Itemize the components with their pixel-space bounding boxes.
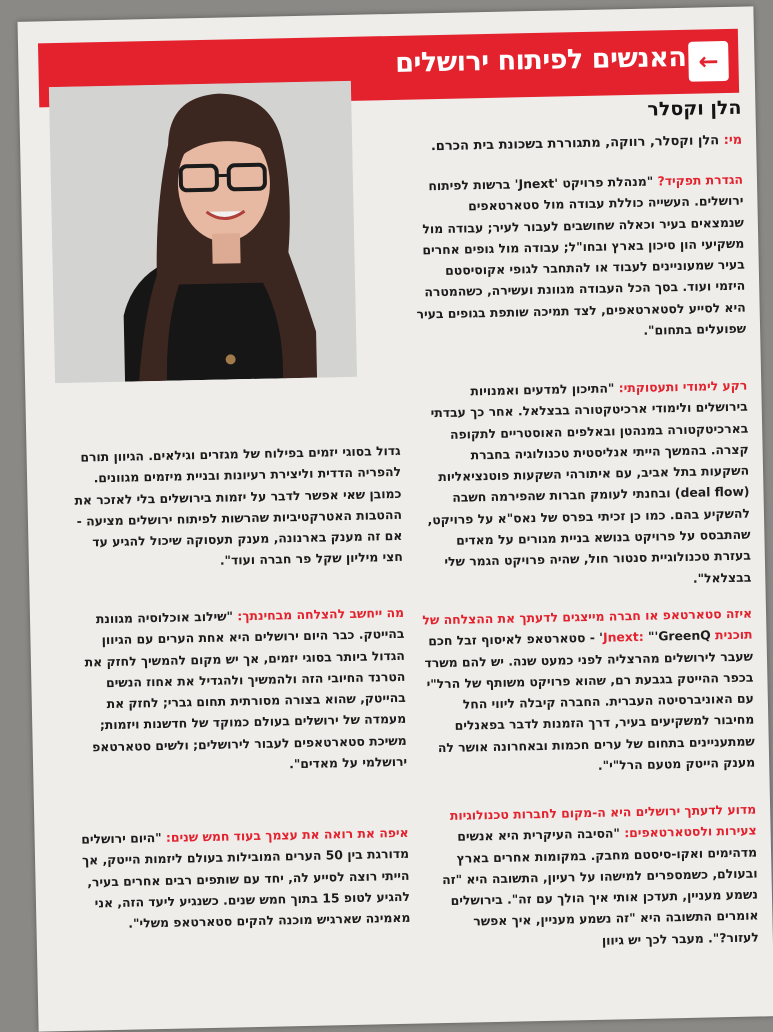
person-name: הלן וקסלר	[647, 97, 741, 121]
answer: "התיכון למדעים ואמנויות בירושלים ולימודי ארכיטקטורה בבצלאל. אחר כך עבדתי בארכיטקטורה במנהטן ובאלפים האוסטריים לתקופה קצרה. בהמשך הייתי אנליסטית טכנולוגיה בחברת השקעות בתל אביב, עם איתורהי השקעות פוטנציאליות (deal flow) ובחנתי לעומק חברות שהפירמה חשבה להשקיע בהם. כמו כן זכיתי בפרס של נאס"א על פרויקט, שהתבסס על פרויקט בנושא בניית מגורים על מאדים בעזרת טכנולוגיית סנטור חול, שהיה פרויקט הגמר שלי בבצלאל".	[427, 380, 751, 585]
magazine-page	[18, 6, 773, 1031]
page-title: האנשים לפיתוח ירושלים	[395, 42, 687, 79]
intro-prefix: מי:	[724, 133, 743, 148]
answer: גדול בסוגי יזמים בפילוח של מגזרים וגילאים. הגיוון תורם להפריה הדדית וליצירת רעיונות ובניית מיזמים מגוונים. כמובן שאי אפשר לדבר על יזמות בירושלים בלי לאזכר את ההטבות האטרקטיביות שהרשות לפיתוח ירושלים מציעה - אם זה מענק בארנונה, מענק תעסוקה שיכול להגיע עד חצי מיליון שקל פר חברה ועוד".	[74, 443, 403, 568]
portrait-photo	[49, 81, 357, 383]
question: רקע לימודי ותעסוקתי:	[619, 378, 748, 396]
arrow-left-icon: ←	[698, 49, 719, 73]
question: איפה את רואה את עצמך בעוד חמש שנים:	[166, 825, 409, 845]
answer: "'GreenQ' - סטארטאפ לאיסוף זבל חכם שעבר לירושלים מהרצליה לפני כמעט שנה. יש להם משרד בכפר ההייטק בגבעת רם, שהוא פרויקט משותף של הרל"י עם האוניברסיטה העברית. החברה קיבלה ליווי החל מחיבור למשקיעים בעיר, דרך הזמנות לדבר בפאנלים שמתעניינים בתחום של ערים חכמות ובאחרונה אושר לה מענק הייטק מטעם הרל"י".	[424, 628, 755, 773]
answer: "שילוב אוכלוסיה מגוונת בהייטק. כבר היום ירושלים היא אחת הערים עם הגיוון הגדול ביותר בסוגי יזמים, אך יש מקום להמשיך לחזק את הטרנד החיובי הזה ולהמשיך ולהגדיל את אחוז הנשים בהייטק, שהוא בצורה מסורתית תחום גברי; לחזק את מעמדה של ירושלים בעולם כמוקד של חדשנות ויזמות; משיכת סטארטאפים לעבור לירושלים; ולשים סטארטאפ ירושלמי על מאדים".	[85, 608, 408, 771]
intro-line	[354, 133, 742, 156]
question: מדוע לדעתך ירושלים היא ה-מקום לחברות טכנולוגיות צעירות ולסטארטאפים:	[450, 802, 757, 841]
section-role	[413, 169, 746, 346]
question: מה ייחשב להצלחה מבחינתך:	[237, 605, 404, 623]
question: הגדרת תפקיד?	[657, 172, 743, 189]
section-success	[72, 602, 407, 779]
answer: "היום ירושלים מדורגת בין 50 הערים המובילות בעולם ליזמות הייטק, אך הייתי רוצה לסייע לה, יחד עם שותפים רבים אחרים בעיר, להגיע לטופ 15 בתוך חמש שנים. כשנגיע ליעד הזה, אני מאמינה שארגיש מוכנה להקים סטארטאפ משלי".	[81, 830, 410, 931]
section-background	[417, 375, 751, 595]
intro-text: הלן וקסלר, רווקה, מתגוררת בשכונת בית הכרם.	[431, 133, 720, 154]
answer: "מנהלת פרויקט 'Jnext' ברשות לפיתוח ירושלים. העשייה כוללת עבודה מול סטארטאפים שנמצאים בעיר וכאלה שחושבים לעבור לעיר; עבודה מול משקיעי הון סיכון בארץ ובחו"ל; עבודה מול גופים אחרים בעיר שמעוניינים לעבוד או להתחבר לגופי אקוסיסטם היזמי ועוד. בסך הכל העבודה מגוונת ועשירה, כשהמטרה היא לסייע לסטארטאפים, לצד תמיכה שותפת בגופים בעיר שפועלים בתחום".	[416, 174, 746, 338]
answer: "הסיבה העיקרית היא אנשים מדהימים ואקו-סיסטם מחבק. במקומות אחרים בארץ ובעולם, כשמספרים למישהו על רעיון, התשובה היא "זה נשמע מעניין, תעדכן אותי איך הולך עם זה". בירושלים אומרים התשובה היא "זה נשמע מעניין, איך אפשר לעזור?". מעבר לכך יש גיוון	[442, 826, 759, 948]
section-why-jerusalem	[426, 799, 759, 955]
back-button[interactable]	[688, 41, 729, 82]
section-why-jerusalem-continued	[68, 440, 403, 575]
question: איזה סטארטאפ או חברה מייצגים לדעתך את ההצלחה של תוכנית Jnext:	[422, 606, 752, 645]
section-success-startup	[422, 603, 755, 780]
section-five-years	[76, 822, 410, 935]
